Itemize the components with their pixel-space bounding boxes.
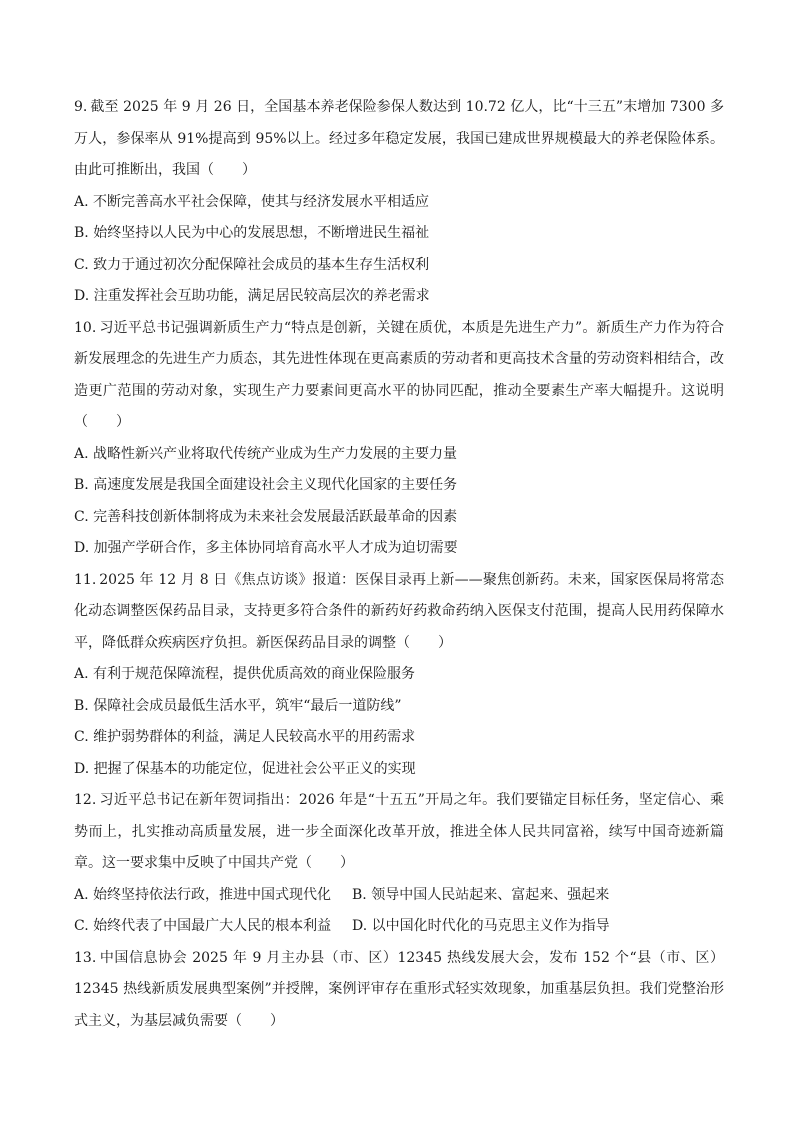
question-number: 13.: [74, 949, 97, 966]
question-number: 12.: [74, 792, 97, 808]
option-c[interactable]: C. 始终代表了中国最广大人民的根本利益: [74, 918, 332, 934]
question-number: 11.: [74, 571, 97, 588]
stem-text: 2025 年 12 月 8 日《焦点访谈》报道：医保目录再上新——聚焦创新药。未来，国家医保局将常态化动态调整医保药品目录，支持更多符合条件的新药好药救命药纳入医保支付范围，提高人民用药保障水平，降低群众疾病医疗负担。新医保药品目录的调整（ ）: [74, 571, 724, 651]
question-number: 9.: [74, 99, 88, 115]
stem-text: 习近平总书记在新年贺词指出：2026 年是“十五五”开局之年。我们要锚定目标任务，坚定信心、乘势而上，扎实推动高质量发展，进一步全面深化改革开放，推进全体人民共同富裕，续写中国奇迹新篇章。这一要求集中反映了中国共产党（ ）: [74, 792, 724, 871]
option-b[interactable]: B. 领导中国人民站起来、富起来、强起来: [352, 886, 610, 903]
option-a[interactable]: A. 始终坚持依法行政，推进中国式现代化: [74, 886, 332, 903]
question-stem: [74, 565, 724, 660]
option-a[interactable]: A. 有利于规范保障流程，提供优质高效的商业保险服务: [74, 666, 416, 682]
question-12: [74, 785, 724, 943]
question-stem: [74, 92, 724, 187]
stem-text: 截至 2025 年 9 月 26 日，全国基本养老保险参保人数达到 10.72 亿人，比“十三五”末增加 7300 多万人，参保率从 91%提高到 95%以上。经过多年稳定发展，我国已建成世界规模最大的养老保险体系。由此可推断出，我国（ ）: [74, 99, 724, 178]
option-d[interactable]: D. 以中国化时代化的马克思主义作为指导: [352, 918, 610, 934]
stem-text: 中国信息协会 2025 年 9 月主办县（市、区）12345 热线发展大会，发布 152 个“县（市、区）12345 热线新质发展典型案例”并授牌，案例评审存在重形式轻实效现象，加重基层负担。我们党整治形式主义，为基层减负需要（ ）: [74, 949, 724, 1029]
question-11: [74, 565, 724, 786]
question-13: [74, 943, 724, 1038]
option-d[interactable]: D. 注重发挥社会互助功能，满足居民较高层次的养老需求: [74, 288, 430, 304]
question-stem: [74, 785, 724, 880]
option-b[interactable]: B. 始终坚持以人民为中心的发展思想，不断增进民生福祉: [74, 225, 430, 241]
option-d[interactable]: D. 把握了保基本的功能定位，促进社会公平正义的实现: [74, 760, 416, 777]
option-d[interactable]: D. 加强产学研合作，多主体协同培育高水平人才成为迫切需要: [74, 540, 458, 556]
question-9: [74, 92, 724, 313]
question-10: [74, 313, 724, 565]
exam-page: [74, 92, 724, 1037]
question-stem: [74, 313, 724, 439]
option-a[interactable]: A. 不断完善高水平社会保障，使其与经济发展水平相适应: [74, 193, 430, 210]
question-number: 10.: [74, 319, 97, 336]
option-c[interactable]: C. 完善科技创新体制将成为未来社会发展最活跃最革命的因素: [74, 508, 458, 525]
option-row: [74, 880, 724, 912]
option-row: [74, 911, 724, 943]
stem-text: 习近平总书记强调新质生产力“特点是创新，关键在质优，本质是先进生产力”。新质生产力作为符合新发展理念的先进生产力质态，其先进性体现在更高素质的劳动者和更高技术含量的劳动资料相结合，改造更广范围的劳动对象，实现生产力要素间更高水平的协同匹配，推动全要素生产率大幅提升。这说明（ ）: [74, 319, 724, 430]
option-c[interactable]: C. 维护弱势群体的利益，满足人民较高水平的用药需求: [74, 729, 416, 745]
question-stem: [74, 943, 724, 1038]
option-c[interactable]: C. 致力于通过初次分配保障社会成员的基本生存生活权利: [74, 256, 430, 273]
option-a[interactable]: A. 战略性新兴产业将取代传统产业成为生产力发展的主要力量: [74, 445, 458, 462]
option-b[interactable]: B. 高速度发展是我国全面建设社会主义现代化国家的主要任务: [74, 477, 458, 493]
option-b[interactable]: B. 保障社会成员最低生活水平，筑牢“最后一道防线”: [74, 697, 402, 714]
